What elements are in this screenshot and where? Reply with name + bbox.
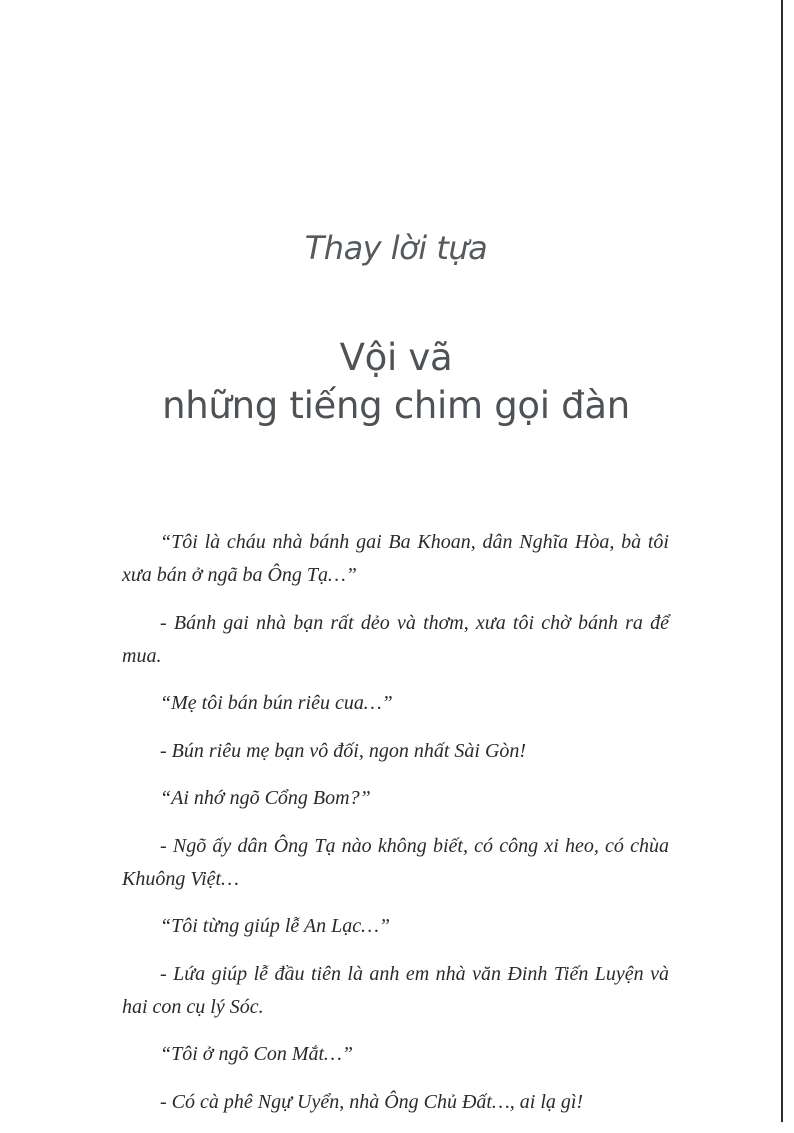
paragraph: “Tôi là cháu nhà bánh gai Ba Khoan, dân Nghĩa Hòa, bà tôi xưa bán ở ngã ba Ông Tạ…” (122, 531, 669, 586)
paragraph: “Mẹ tôi bán bún riêu cua…” (160, 692, 393, 714)
paragraph: “Ai nhớ ngõ Cổng Bom?” (160, 787, 371, 809)
chapter-title (0, 334, 792, 430)
paragraph: - Bánh gai nhà bạn rất dẻo và thơm, xưa tôi chờ bánh ra để mua. (122, 611, 669, 667)
chapter-title-line-2: những tiếng chim gọi đàn (162, 384, 630, 427)
paragraph: - Bún riêu mẹ bạn vô đối, ngon nhất Sài Gòn! (160, 739, 527, 762)
preface-heading: Thay lời tựa (304, 229, 488, 267)
paragraph: - Ngõ ấy dân Ông Tạ nào không biết, có công xi heo, có chùa Khuông Việt… (122, 834, 669, 890)
chapter-title-line-1: Vội vã (339, 336, 453, 379)
paragraph: “Tôi ở ngõ Con Mắt…” (160, 1043, 353, 1065)
page-edge-margin (783, 0, 794, 1122)
paragraph: - Lứa giúp lễ đầu tiên là anh em nhà văn Đinh Tiến Luyện và hai con cụ lý Sóc. (122, 962, 669, 1018)
paragraph: - Có cà phê Ngự Uyển, nhà Ông Chủ Đất…, ai lạ gì! (160, 1090, 584, 1113)
paragraph: “Tôi từng giúp lễ An Lạc…” (160, 915, 391, 937)
body-text (122, 526, 669, 1133)
